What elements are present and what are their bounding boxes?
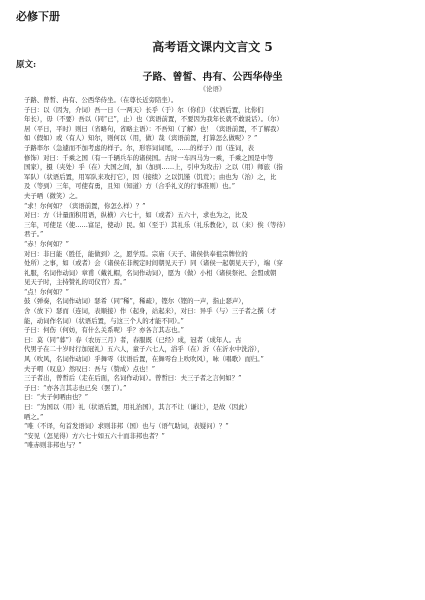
text-line: 曰：莫（同“暮”）春（农历三月）者，春服既（已经）成，冠者（成年人。古 [24,335,242,344]
book-section-header: 必修下册 [16,10,60,23]
text-line: 及（等到）三年，可使有勇，且知（知道）方（合乎礼义的行事准则）也。” [24,182,235,191]
text-line: “点！尔何如？” [24,287,69,296]
text-line: 如（假如）或（有人）知尔，则何以（用，做）哉（宾语前置，打算怎么做呢）？” [24,134,258,143]
text-line: 子曰：以（因为，介词）吾一日（一两天）长乎（于）尔（你们）（状语后置，比你们 [24,105,264,114]
text-line: 修饰）对曰：千乘之国（有一千辆兵车的诸侯国。古时一车四马为一乘，千乘之国是中等 [24,153,274,162]
text-line: 夫子哂（微笑）之。 [24,191,82,200]
text-line: 三子者出，曾皙后（走在后面，名词作动词）。曾皙曰：夫三子者之言何如？” [24,374,242,383]
text-line: 居（平日，平时）则曰（省略句，省略主语）：不吾知（了解）也！（宾语前置，不了解我） [24,124,283,133]
text-line: 见天子时，主持赞礼的司仪官）焉。” [24,278,127,287]
text-line: 子曰：何伤（何妨，有什么关系呢）乎？亦各言其志也。” [24,326,184,335]
text-body [24,96,408,451]
text-line: 舍（放下）瑟而（连词，表顺接）作（起身，站起来），对曰：异乎（与）三子者之撰（才 [24,307,277,316]
section-label: 原文: [16,60,37,70]
text-line: 哂之。” [24,412,44,421]
text-line: 礼服，名词作动词）章甫（戴礼帽，名词作动词），愿为（做）小相（诸侯祭祀、会盟或朝 [24,268,277,277]
source-label: 《论语》 [199,85,226,93]
text-line: 子曰：“亦各言其志也已矣（罢了）。” [24,383,127,392]
text-line: “唯（不译，句首发语词）求则非邦（国）也与（语气助词，表疑问）？” [24,422,229,431]
text-line: 三年，可使足（使……富足，使动）民。如（至于）其礼乐（礼乐教化），以（来）俟（等待） [24,220,290,229]
lesson-title: 子路、曾皙、冉有、公西华侍坐 [142,72,283,83]
text-line: 君子。” [24,230,44,239]
text-line: “唯赤则非邦也与？” [24,441,82,450]
text-line: 年长），毋（不要）吾以（同“已”，止）也（宾语前置，不要因为我年长就不敢说话）。（尔） [24,115,283,124]
document-title: 高考语文课内文言文 5 [152,40,273,54]
text-line: 风（吹风，名词作动词）乎舞雩（状语后置，在舞雩台上吹吹风），咏（唱歌）而归。” [24,355,264,364]
text-line: 夫子喟（叹息）然叹曰：吾与（赞成）点也！” [24,364,156,373]
text-line: 军队）（状语后置，用军队来攻打它），因（接续）之以饥馑（饥荒）；由也为（治）之，比 [24,172,277,181]
text-line: 对曰：方（计量面积用语，纵横）六七十，如（或者）五六十，求也为之，比及 [24,211,248,220]
text-line: 对曰：非曰能（胜任，能做到）之，愿学焉。宗庙（天子、诸侯供奉祖宗牌位的 [24,249,248,258]
text-line: 代男子在二十岁时行加冠礼）五六人，童子六七人，浴乎（在）沂（在沂水中洗浴）， [24,345,264,354]
text-line: 处所）之事，如（或者）会（诸侯在非规定时间朝见天子）同（诸侯一起朝见天子），端（穿 [24,259,283,268]
text-line: “赤！尔何如？” [24,239,69,248]
text-line: 国家），摄（夹处）乎（在）大国之间，加（加到……上，引申为攻击）之以（用）师旅（指 [24,163,283,172]
text-line: “安见（怎见得）方六七十如五六十而非邦也者？” [24,431,165,440]
text-line: 曰：“夫子何哂由也？” [24,393,89,402]
text-line: “求！尔何如？（宾语前置，你怎么样）？” [24,201,146,210]
text-line: 曰：“为国以（用）礼（状语后置，用礼治国），其言不让（谦让），是故（因此） [24,403,251,411]
text-line: 鼓（弹奏，名词作动词）瑟希（同“稀”，稀疏），铿尔（铿的一声，指止瑟声）， [24,297,248,306]
text-line: 子路、曾皙、冉有、公西华侍坐。（在尊长近旁陪坐）。 [24,96,178,104]
text-line: 能，动词作名词）（状语后置，与这三个人的才能不同）。” [24,316,184,325]
text-line: 子路率尔（急遽而不加考虑的样子。尔，形容词词尾，……的样子）而（连词，表 [24,143,255,152]
